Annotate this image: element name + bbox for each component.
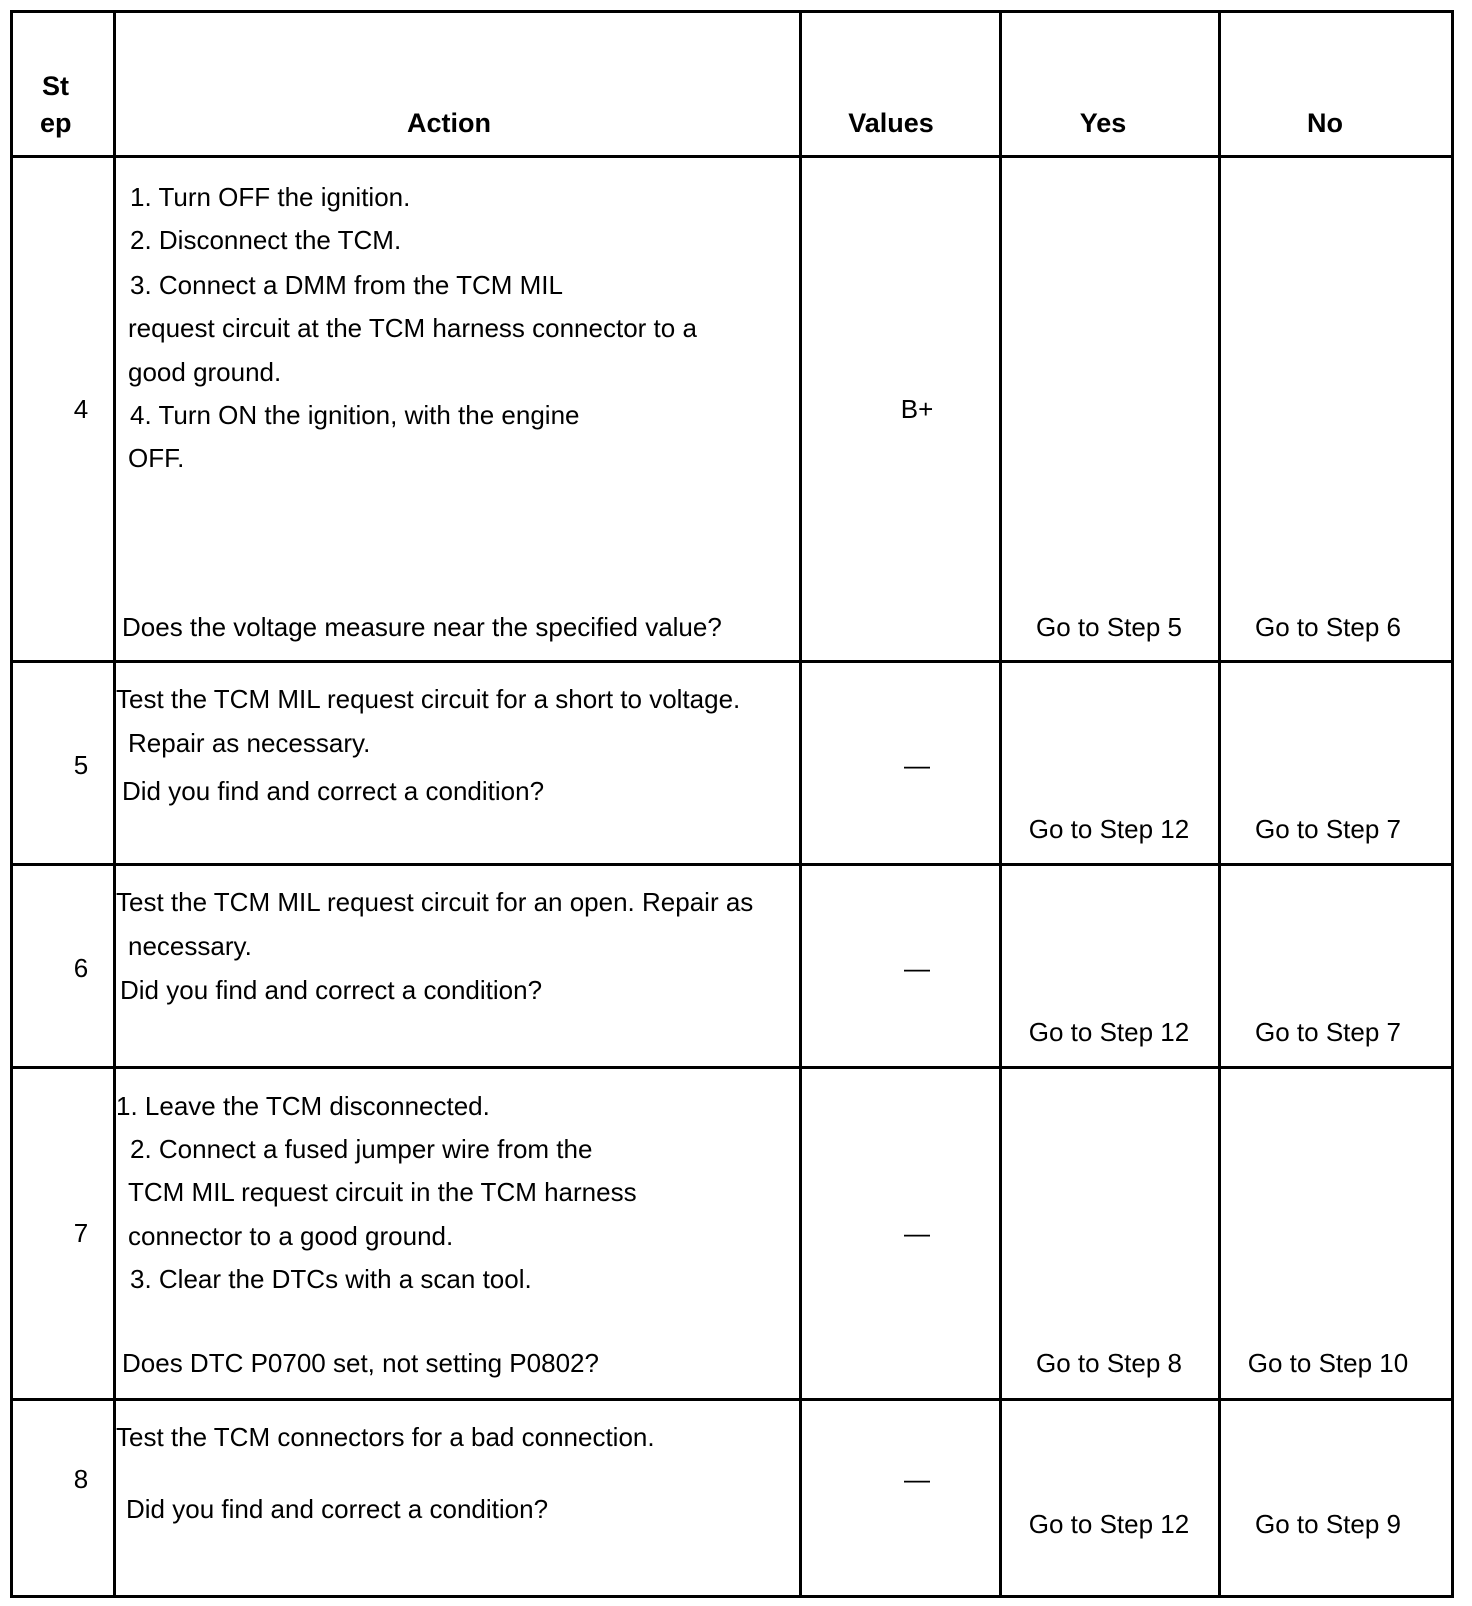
action-cell bbox=[116, 158, 802, 660]
table-row bbox=[13, 866, 1454, 1069]
action-line: request circuit at the TCM harness connector to a bbox=[128, 313, 697, 343]
action-line: OFF. bbox=[128, 443, 185, 473]
yes-action: Go to Step 8 bbox=[1036, 1348, 1182, 1378]
no-action: Go to Step 7 bbox=[1255, 814, 1401, 844]
action-cell bbox=[116, 1401, 802, 1595]
action-cell bbox=[116, 663, 802, 863]
yes-cell bbox=[1002, 158, 1221, 660]
values-cell bbox=[802, 1401, 1002, 1595]
action-question: Does DTC P0700 set, not setting P0802? bbox=[122, 1348, 599, 1378]
yes-cell bbox=[1002, 663, 1221, 863]
yes-cell bbox=[1002, 866, 1221, 1066]
step-number: 4 bbox=[73, 394, 89, 424]
header-action-cell bbox=[116, 13, 802, 155]
step-number: 6 bbox=[73, 953, 89, 983]
diagnostic-table bbox=[10, 10, 1454, 1598]
no-cell bbox=[1221, 866, 1454, 1066]
no-cell bbox=[1221, 663, 1454, 863]
header-no-cell bbox=[1221, 13, 1454, 155]
no-cell bbox=[1221, 158, 1454, 660]
yes-action: Go to Step 12 bbox=[1028, 1017, 1190, 1047]
table-row bbox=[13, 158, 1454, 663]
action-question: Did you find and correct a condition? bbox=[126, 1494, 549, 1524]
step-number: 5 bbox=[73, 750, 89, 780]
header-yes: Yes bbox=[1079, 108, 1127, 138]
step-number: 8 bbox=[73, 1464, 89, 1494]
action-line: TCM MIL request circuit in the TCM harness bbox=[128, 1177, 637, 1207]
step-cell bbox=[13, 663, 116, 863]
no-cell bbox=[1221, 1069, 1454, 1398]
value-text: — bbox=[904, 1464, 930, 1494]
values-cell bbox=[802, 158, 1002, 660]
action-line: 1. Turn OFF the ignition. bbox=[130, 182, 411, 212]
action-line: Test the TCM MIL request circuit for a short to voltage. bbox=[116, 684, 741, 714]
header-step-line2: ep bbox=[40, 108, 72, 138]
action-line: necessary. bbox=[128, 931, 252, 961]
header-step-line1: St bbox=[42, 71, 69, 101]
header-no: No bbox=[1307, 108, 1343, 138]
header-values-cell bbox=[802, 13, 1002, 155]
action-line: 2. Connect a fused jumper wire from the bbox=[130, 1134, 593, 1164]
action-cell bbox=[116, 866, 802, 1066]
value-text: — bbox=[904, 953, 930, 983]
yes-action: Go to Step 5 bbox=[1036, 612, 1182, 642]
action-line: Test the TCM MIL request circuit for an open. Repair as bbox=[116, 887, 754, 917]
header-step-cell bbox=[13, 13, 116, 155]
header-yes-cell bbox=[1002, 13, 1221, 155]
table-row bbox=[13, 663, 1454, 866]
action-line: 1. Leave the TCM disconnected. bbox=[116, 1091, 490, 1121]
values-cell bbox=[802, 663, 1002, 863]
action-line: 4. Turn ON the ignition, with the engine bbox=[130, 400, 580, 430]
values-cell bbox=[802, 866, 1002, 1066]
no-action: Go to Step 6 bbox=[1255, 612, 1401, 642]
step-cell bbox=[13, 866, 116, 1066]
no-cell bbox=[1221, 1401, 1454, 1595]
action-line: Test the TCM connectors for a bad connection. bbox=[116, 1422, 655, 1452]
yes-cell bbox=[1002, 1401, 1221, 1595]
table-header-row bbox=[13, 13, 1454, 158]
yes-action: Go to Step 12 bbox=[1028, 1509, 1190, 1539]
action-line: connector to a good ground. bbox=[128, 1221, 454, 1251]
values-cell bbox=[802, 1069, 1002, 1398]
header-action: Action bbox=[407, 108, 491, 138]
action-cell bbox=[116, 1069, 802, 1398]
step-cell bbox=[13, 1401, 116, 1595]
action-line: 3. Connect a DMM from the TCM MIL bbox=[130, 270, 563, 300]
action-line: 3. Clear the DTCs with a scan tool. bbox=[130, 1264, 532, 1294]
no-action: Go to Step 7 bbox=[1255, 1017, 1401, 1047]
value-text: — bbox=[904, 1218, 930, 1248]
step-cell bbox=[13, 158, 116, 660]
no-action: Go to Step 10 bbox=[1247, 1348, 1409, 1378]
action-line: 2. Disconnect the TCM. bbox=[130, 225, 402, 255]
no-action: Go to Step 9 bbox=[1255, 1509, 1401, 1539]
action-question: Does the voltage measure near the specified value? bbox=[122, 612, 722, 642]
action-line: Repair as necessary. bbox=[128, 728, 371, 758]
header-values: Values bbox=[848, 108, 934, 138]
action-line: good ground. bbox=[128, 357, 282, 387]
table-row bbox=[13, 1401, 1454, 1598]
yes-cell bbox=[1002, 1069, 1221, 1398]
value-text: B+ bbox=[900, 394, 934, 424]
value-text: — bbox=[904, 750, 930, 780]
action-question: Did you find and correct a condition? bbox=[120, 975, 543, 1005]
table-row bbox=[13, 1069, 1454, 1401]
step-cell bbox=[13, 1069, 116, 1398]
action-question: Did you find and correct a condition? bbox=[122, 776, 545, 806]
step-number: 7 bbox=[73, 1218, 89, 1248]
yes-action: Go to Step 12 bbox=[1028, 814, 1190, 844]
